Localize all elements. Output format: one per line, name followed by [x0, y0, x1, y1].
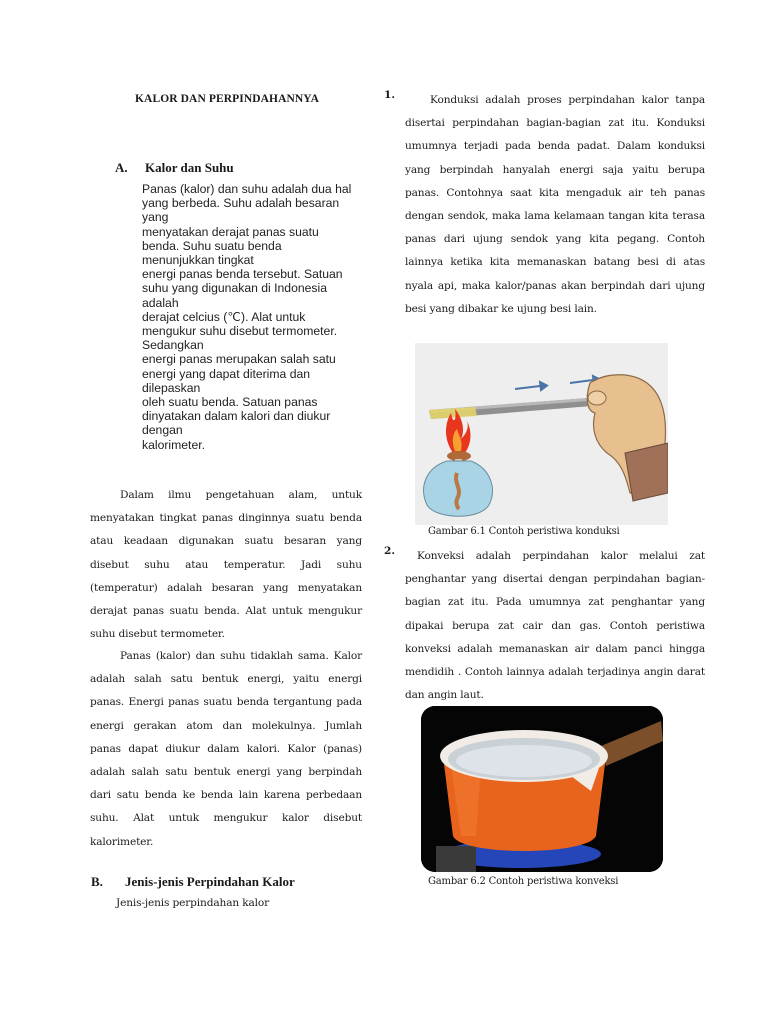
pasted-line: kalorimeter.	[142, 437, 205, 452]
section-b-intro: Jenis-jenis perpindahan kalor	[116, 897, 270, 909]
document-title: KALOR DAN PERPINDAHANNYA	[135, 93, 320, 105]
pasted-line: energi panas benda tersebut. Satuan	[142, 267, 343, 282]
figure-konveksi-caption: Gambar 6.2 Contoh peristiwa konveksi	[428, 876, 619, 887]
section-b-title: Jenis-jenis Perpindahan Kalor	[125, 874, 295, 889]
pasted-line: dinyatakan dalam kalori dan diukur	[142, 409, 331, 424]
pasted-line: Sedangkan	[142, 338, 204, 353]
figure-konduksi	[415, 343, 668, 525]
figure-konduksi-caption: Gambar 6.1 Contoh peristiwa konduksi	[428, 526, 620, 537]
konduksi-text: Konduksi adalah proses perpindahan kalor tanpa disertai perpindahan bagian-bagian zat itu. Konduksi umumnya terjadi pada benda padat. Dalam konduksi yang berpindah hanyalah energi saja yaitu berupa panas. Contohnya saat kita mengaduk air teh panas dengan sendok, maka lama kelamaan tangan kita terasa panas dari ujung sendok yang kita pegang. Contoh lainnya ketika kita memanaskan batang besi di atas nyala api, maka kalor/panas akan berpindah dari ujung besi yang dibakar ke ujung besi lain.	[405, 94, 705, 315]
pasted-line: adalah	[142, 295, 179, 310]
konveksi-text: Konveksi adalah perpindahan kalor melalui zat penghantar yang disertai dengan perpindahan bagian-bagian zat itu. Pada umumnya zat penghantar yang dipakai berupa zat cair dan gas. Contoh peristiwa konveksi adalah memanaskan air dalam panci hingga mendidih . Contoh lainnya adalah terjadinya angin darat dan angin laut.	[405, 550, 705, 702]
paragraph-suhu	[90, 484, 362, 646]
pasted-line: derajat celcius (℃). Alat untuk	[142, 309, 306, 324]
pasted-line: menunjukkan tingkat	[142, 253, 254, 268]
pasted-line: menyatakan derajat panas suatu	[142, 224, 319, 239]
pasted-line: energi panas merupakan salah satu	[142, 352, 336, 367]
convection-photo	[421, 706, 663, 872]
pasted-line: benda. Suhu suatu benda	[142, 238, 282, 253]
pasted-line: Panas (kalor) dan suhu adalah dua hal	[142, 182, 352, 196]
paragraph-kalor-text: Panas (kalor) dan suhu tidaklah sama. Kalor adalah salah satu bentuk energi, yaitu energi panas. Energi panas suatu benda tergantung pada energi gerakan atom dan molekulnya. Jumlah panas dapat diukur dalam kalori. Kalor (panas) adalah salah satu bentuk energi yang berpindah dari satu benda ke benda lain karena perbedaan suhu. Alat untuk mengukur kalor disebut kalorimeter.	[90, 650, 362, 848]
pasted-line: mengukur suhu disebut termometer.	[142, 324, 338, 339]
list-number-2: 2.	[384, 545, 396, 557]
pasted-line: dengan	[142, 423, 183, 438]
section-a-number: A.	[115, 160, 128, 175]
list-item-konveksi	[405, 545, 705, 707]
list-number-1: 1.	[384, 89, 396, 101]
list-item-konduksi	[405, 89, 705, 321]
section-a-title: Kalor dan Suhu	[145, 160, 234, 175]
section-b-number: B.	[91, 874, 103, 889]
paragraph-suhu-text: Dalam ilmu pengetahuan alam, untuk menyatakan tingkat panas dinginnya suatu benda atau keadaan digunakan suatu besaran yang disebut suhu atau temperatur. Jadi suhu (temperatur) adalah besaran yang menyatakan derajat panas suatu benda. Alat untuk mengukur suhu disebut termometer.	[90, 489, 362, 641]
section-a-heading	[115, 160, 234, 176]
conduction-illustration	[415, 343, 668, 525]
pasted-line: suhu yang digunakan di Indonesia	[142, 281, 327, 296]
pasted-line: dilepaskan	[142, 380, 201, 395]
figure-konveksi	[421, 706, 663, 872]
pasted-line: energi yang dapat diterima dan	[142, 366, 311, 381]
pasted-line: yang	[142, 210, 169, 225]
pasted-line: yang berbeda. Suhu adalah besaran	[142, 196, 340, 211]
paragraph-kalor	[90, 645, 362, 854]
pasted-text-block	[142, 182, 367, 452]
pasted-line: oleh suatu benda. Satuan panas	[142, 395, 318, 410]
section-b-heading	[91, 874, 295, 890]
